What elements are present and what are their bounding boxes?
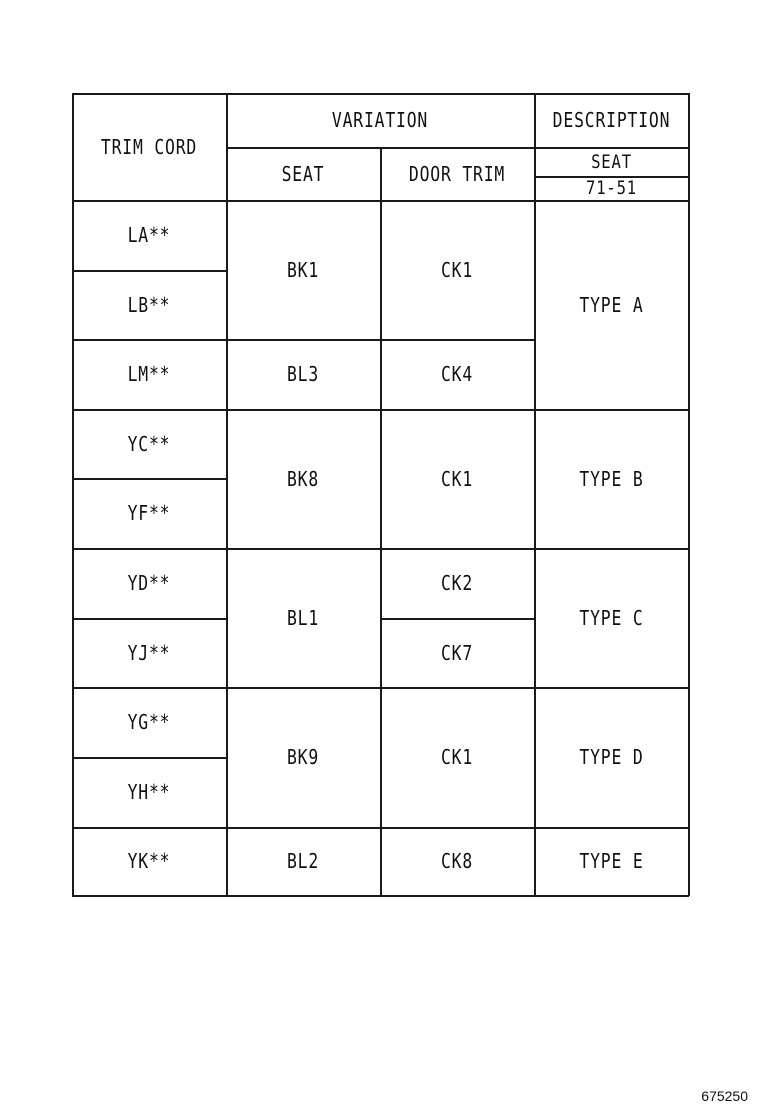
trim-code-lm: LM** [127, 362, 171, 386]
door-trim-ck8: CK8 [440, 849, 474, 873]
border-left [72, 93, 74, 896]
door-trim-ck1-b: CK1 [440, 466, 474, 491]
header-desc-code: 71-51 [585, 177, 637, 199]
col-sep-1 [226, 93, 228, 896]
col-sep-3 [534, 93, 536, 896]
header-door-trim: DOOR TRIM [408, 161, 506, 186]
trim-code-yg: YG** [127, 710, 171, 734]
type-d: TYPE D [579, 745, 644, 769]
door-trim-ck1-d: CK1 [440, 745, 474, 769]
door-trim-ck2: CK2 [440, 571, 474, 595]
door-trim-ck7: CK7 [440, 640, 474, 665]
trim-table [72, 93, 689, 896]
seat-bk9: BK9 [286, 745, 320, 769]
col-sep-2 [380, 147, 382, 896]
border-right [688, 93, 690, 896]
trim-code-yh: YH** [127, 780, 171, 804]
trim-code-lb: LB** [127, 292, 171, 317]
seat-bl2: BL2 [286, 849, 320, 873]
figure-code: 675250 [701, 1088, 748, 1104]
header-variation: VARIATION [331, 108, 429, 132]
seat-bk1: BK1 [286, 257, 320, 282]
header-trim-cord: TRIM CORD [100, 134, 198, 159]
type-c: TYPE C [579, 605, 644, 630]
trim-code-yc: YC** [127, 431, 171, 456]
trim-code-yd: YD** [127, 571, 171, 595]
seat-bl3: BL3 [286, 362, 320, 386]
trim-code-yj: YJ** [127, 640, 171, 665]
header-seat: SEAT [281, 161, 325, 186]
type-e: TYPE E [579, 849, 644, 873]
trim-code-la: LA** [127, 223, 171, 247]
type-b: TYPE B [579, 466, 644, 491]
trim-code-yk: YK** [127, 849, 171, 873]
door-trim-ck1-a: CK1 [440, 257, 474, 282]
door-trim-ck4: CK4 [440, 362, 474, 386]
type-a: TYPE A [579, 292, 644, 317]
header-desc-seat: SEAT [591, 150, 632, 173]
seat-bl1: BL1 [286, 605, 320, 630]
trim-code-yf: YF** [127, 501, 171, 525]
header-description: DESCRIPTION [552, 108, 671, 132]
seat-bk8: BK8 [286, 466, 320, 491]
